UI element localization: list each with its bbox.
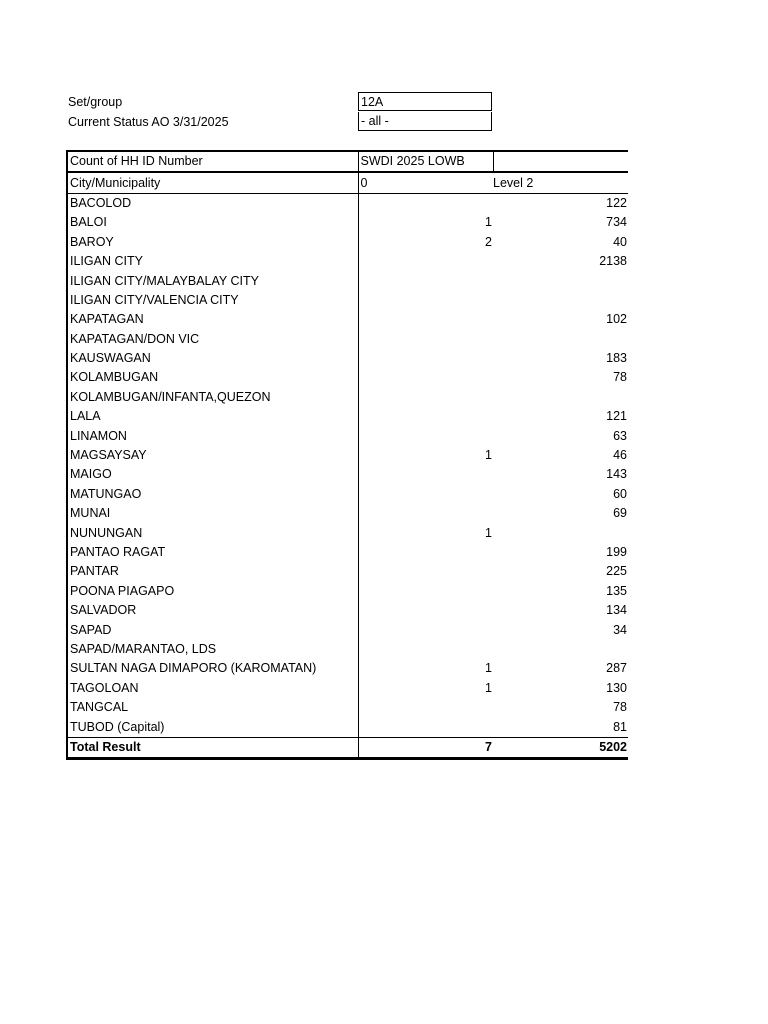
city-name-cell: PANTAR — [67, 562, 358, 581]
city-name-cell: KOLAMBUGAN — [67, 368, 358, 387]
value-0-cell — [358, 465, 493, 484]
city-name-cell: TANGCAL — [67, 698, 358, 717]
city-name-cell: TAGOLOAN — [67, 679, 358, 698]
value-0-cell — [358, 426, 493, 445]
value-0-cell — [358, 193, 493, 213]
value-level-2-cell: 122 — [606, 195, 627, 210]
value-level-2-cell: 78 — [613, 700, 627, 715]
table-row — [67, 523, 628, 542]
value-0-cell — [358, 271, 493, 290]
city-name-cell: KAPATAGAN/DON VIC — [67, 330, 358, 349]
pivot-table — [66, 150, 628, 760]
city-name-cell: SAPAD/MARANTAO, LDS — [67, 640, 358, 659]
table-row — [67, 582, 628, 601]
value-0-cell — [358, 504, 493, 523]
value-0-cell — [358, 640, 493, 659]
filter-value-dropdown[interactable]: - all - — [358, 112, 492, 131]
table-row — [67, 388, 628, 407]
table-row — [67, 465, 628, 484]
value-level-2-cell — [493, 523, 628, 542]
table-row — [67, 213, 628, 232]
table-row — [67, 368, 628, 387]
filter-value-dropdown[interactable]: 12A — [358, 92, 492, 111]
value-level-2-cell: 46 — [613, 448, 627, 463]
column-field-header[interactable]: SWDI 2025 LOWB — [358, 151, 493, 172]
table-row — [67, 446, 628, 465]
table-row — [67, 640, 628, 659]
value-0-cell: 2 — [485, 234, 492, 249]
value-0-cell — [358, 388, 493, 407]
pivot-filters — [68, 92, 494, 132]
filter-row-current-status — [68, 112, 494, 132]
table-row — [67, 426, 628, 445]
value-level-2-cell: 34 — [613, 622, 627, 637]
value-0-cell — [358, 543, 493, 562]
table-row — [67, 271, 628, 290]
table-row — [67, 698, 628, 717]
city-name-cell: KAUSWAGAN — [67, 349, 358, 368]
value-0-cell — [358, 698, 493, 717]
value-0-cell — [358, 291, 493, 310]
value-level-2-cell: 143 — [606, 467, 627, 482]
value-level-2-cell: 2138 — [599, 254, 627, 269]
value-level-2-cell — [493, 388, 628, 407]
value-0-cell — [358, 485, 493, 504]
value-0-cell — [358, 601, 493, 620]
value-0-cell — [358, 717, 493, 737]
city-name-cell: PANTAO RAGAT — [67, 543, 358, 562]
value-0-cell: 1 — [485, 680, 492, 695]
value-level-2-cell: 63 — [613, 428, 627, 443]
value-level-2-cell: 60 — [613, 486, 627, 501]
value-level-2-cell: 287 — [606, 661, 627, 676]
value-level-2-cell: 225 — [606, 564, 627, 579]
table-row — [67, 291, 628, 310]
value-level-2-cell: 135 — [606, 583, 627, 598]
value-level-2-cell: 199 — [606, 545, 627, 559]
value-level-2-cell — [493, 330, 628, 349]
value-level-2-cell: 134 — [606, 603, 627, 618]
total-row — [67, 737, 628, 758]
table-row — [67, 349, 628, 368]
table-row — [67, 562, 628, 581]
total-value-level-2: 5202 — [493, 737, 628, 758]
table-row — [67, 252, 628, 271]
table-row — [67, 601, 628, 620]
table-row — [67, 620, 628, 639]
city-name-cell: TUBOD (Capital) — [67, 717, 358, 737]
city-name-cell: MATUNGAO — [67, 485, 358, 504]
table-row — [67, 233, 628, 252]
city-name-cell: LALA — [67, 407, 358, 426]
city-name-cell: LINAMON — [67, 426, 358, 445]
table-row — [67, 504, 628, 523]
table-row — [67, 717, 628, 737]
value-0-cell: 1 — [485, 215, 492, 230]
city-name-cell: SAPAD — [67, 620, 358, 639]
total-value-0: 7 — [358, 737, 493, 758]
city-name-cell: BAROY — [67, 233, 358, 252]
column-label-0[interactable]: 0 — [358, 172, 493, 193]
row-field-header[interactable]: City/Municipality — [67, 172, 358, 193]
value-level-2-cell — [493, 291, 628, 310]
city-name-cell: BALOI — [67, 213, 358, 232]
column-label-text: Level 2 — [493, 175, 534, 190]
column-label-level-2[interactable] — [493, 172, 628, 193]
city-name-cell: BACOLOD — [67, 193, 358, 213]
pivot-body — [67, 193, 628, 737]
value-0-cell — [358, 582, 493, 601]
pivot-subheader-row — [67, 172, 628, 193]
city-name-cell: MAIGO — [67, 465, 358, 484]
value-level-2-cell: 121 — [606, 409, 627, 424]
table-row — [67, 193, 628, 213]
table-row — [67, 407, 628, 426]
value-0-cell: 1 — [485, 525, 492, 540]
value-0-cell — [358, 368, 493, 387]
city-name-cell: SULTAN NAGA DIMAPORO (KAROMATAN) — [67, 659, 358, 678]
table-row — [67, 679, 628, 698]
value-0-cell — [358, 310, 493, 329]
city-name-cell: ILIGAN CITY — [67, 252, 358, 271]
value-0-cell — [358, 252, 493, 271]
city-name-cell: POONA PIAGAPO — [67, 582, 358, 601]
filter-label: Set/group — [68, 95, 123, 109]
value-level-2-cell: 78 — [613, 370, 627, 385]
value-level-2-cell: 183 — [606, 351, 627, 366]
city-name-cell: MUNAI — [67, 504, 358, 523]
table-row — [67, 659, 628, 678]
value-0-cell: 1 — [485, 661, 492, 676]
city-name-cell: KAPATAGAN — [67, 310, 358, 329]
filter-label: Current Status AO 3/31/2025 — [68, 115, 229, 129]
city-name-cell: ILIGAN CITY/VALENCIA CITY — [67, 291, 358, 310]
city-name-cell: SALVADOR — [67, 601, 358, 620]
city-name-cell: NUNUNGAN — [67, 523, 358, 542]
city-name-cell: KOLAMBUGAN/INFANTA,QUEZON — [67, 388, 358, 407]
city-name-cell: ILIGAN CITY/MALAYBALAY CITY — [67, 271, 358, 290]
table-row — [67, 543, 628, 562]
city-name-cell: MAGSAYSAY — [67, 446, 358, 465]
table-row — [67, 310, 628, 329]
value-level-2-cell: 81 — [613, 719, 627, 734]
value-0-cell — [358, 407, 493, 426]
blank-header-cell — [493, 151, 628, 172]
value-level-2-cell: 69 — [613, 506, 627, 521]
table-row — [67, 485, 628, 504]
value-0-cell — [358, 349, 493, 368]
total-label: Total Result — [67, 737, 358, 758]
pivot-header-row — [67, 151, 628, 172]
value-level-2-cell: 102 — [606, 312, 627, 327]
value-0-cell: 1 — [485, 448, 492, 463]
value-level-2-cell — [493, 640, 628, 659]
filter-row-set-group — [68, 92, 494, 112]
value-0-cell — [358, 620, 493, 639]
value-level-2-cell: 130 — [606, 680, 627, 695]
value-level-2-cell — [493, 271, 628, 290]
value-0-cell — [358, 562, 493, 581]
value-0-cell — [358, 330, 493, 349]
table-row — [67, 330, 628, 349]
value-level-2-cell: 734 — [606, 215, 627, 230]
measure-header[interactable]: Count of HH ID Number — [67, 151, 358, 172]
value-level-2-cell: 40 — [613, 234, 627, 249]
